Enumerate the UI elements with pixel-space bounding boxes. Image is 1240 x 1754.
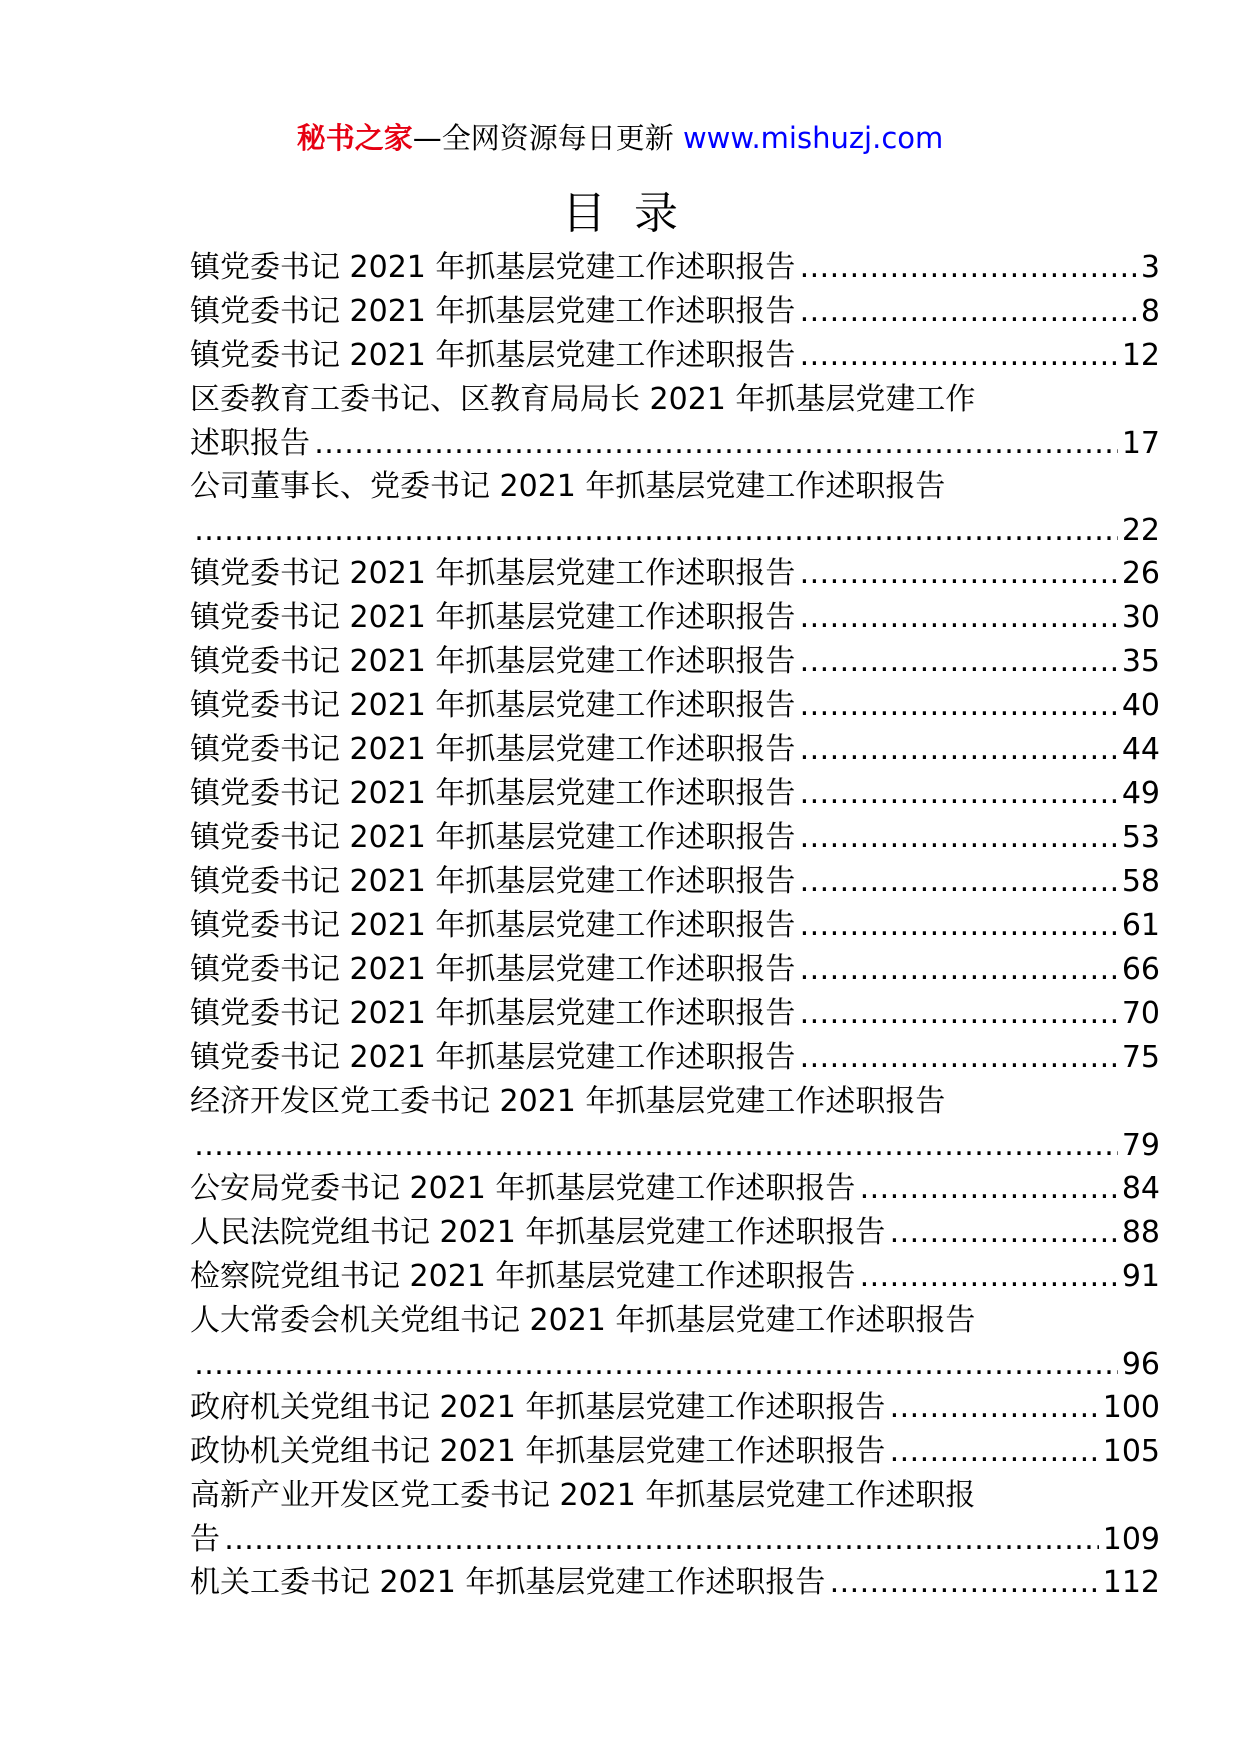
toc-entry-title: 经济开发区党工委书记 2021 年抓基层党建工作述职报告 — [190, 1084, 946, 1119]
toc-leader — [889, 1430, 1098, 1474]
toc-entry-page: 84 — [1121, 1171, 1160, 1206]
toc-entry-page: 109 — [1102, 1522, 1160, 1557]
toc-leader — [314, 422, 1118, 465]
toc-entry[interactable] — [190, 552, 1160, 596]
toc-entry-title: 镇党委书记 2021 年抓基层党建工作述职报告 — [190, 776, 796, 811]
toc-entry[interactable] — [190, 904, 1160, 948]
toc-entry[interactable] — [190, 728, 1160, 772]
toc-entry[interactable] — [190, 334, 1160, 378]
toc-entry-page: 66 — [1121, 952, 1160, 987]
toc-leader — [799, 860, 1117, 904]
toc-leader — [799, 772, 1117, 816]
toc-entry-page: 61 — [1121, 908, 1160, 943]
toc-entry-title: 公安局党委书记 2021 年抓基层党建工作述职报告 — [190, 1171, 856, 1206]
toc-entry-title-continued: 告 — [190, 1522, 220, 1557]
toc-leader — [859, 1255, 1117, 1299]
toc-entry[interactable] — [190, 1386, 1160, 1430]
table-of-contents — [190, 246, 1160, 1605]
toc-entry-page: 8 — [1140, 294, 1160, 329]
toc-entry[interactable] — [190, 465, 1160, 552]
toc-entry-title: 机关工委书记 2021 年抓基层党建工作述职报告 — [190, 1565, 826, 1600]
toc-entry-title: 镇党委书记 2021 年抓基层党建工作述职报告 — [190, 294, 796, 329]
toc-leader — [799, 992, 1117, 1036]
toc-entry-title: 镇党委书记 2021 年抓基层党建工作述职报告 — [190, 908, 796, 943]
toc-entry-page: 112 — [1102, 1565, 1160, 1600]
toc-entry[interactable] — [190, 1211, 1160, 1255]
toc-entry-title-continued: 述职报告 — [190, 426, 310, 461]
toc-entry-title: 区委教育工委书记、区教育局局长 2021 年抓基层党建工作 — [190, 382, 976, 417]
toc-entry-title: 人大常委会机关党组书记 2021 年抓基层党建工作述职报告 — [190, 1303, 976, 1338]
toc-entry-page: 91 — [1121, 1259, 1160, 1294]
toc-leader — [799, 640, 1117, 684]
toc-entry-page: 79 — [1121, 1128, 1160, 1163]
toc-entry[interactable] — [190, 1080, 1160, 1167]
toc-leader — [194, 509, 1118, 552]
toc-entry[interactable] — [190, 640, 1160, 684]
toc-leader — [799, 334, 1117, 378]
toc-entry-title: 镇党委书记 2021 年抓基层党建工作述职报告 — [190, 688, 796, 723]
toc-entry-page: 35 — [1121, 644, 1160, 679]
toc-entry-title: 公司董事长、党委书记 2021 年抓基层党建工作述职报告 — [190, 469, 946, 504]
toc-entry[interactable] — [190, 684, 1160, 728]
toc-entry-title: 政府机关党组书记 2021 年抓基层党建工作述职报告 — [190, 1390, 886, 1425]
toc-entry-title: 镇党委书记 2021 年抓基层党建工作述职报告 — [190, 864, 796, 899]
header-url[interactable]: www.mishuzj.com — [682, 121, 944, 155]
toc-entry-title: 镇党委书记 2021 年抓基层党建工作述职报告 — [190, 732, 796, 767]
toc-leader — [799, 246, 1136, 290]
toc-leader — [829, 1561, 1098, 1605]
toc-leader — [799, 816, 1117, 860]
header-tagline: —全网资源每日更新 — [412, 121, 683, 155]
toc-entry-page: 75 — [1121, 1040, 1160, 1075]
toc-entry[interactable] — [190, 1430, 1160, 1474]
toc-entry-page: 3 — [1140, 250, 1160, 285]
toc-entry-page: 30 — [1121, 600, 1160, 635]
toc-leader — [799, 684, 1117, 728]
toc-entry-title: 镇党委书记 2021 年抓基层党建工作述职报告 — [190, 250, 796, 285]
toc-leader — [799, 596, 1117, 640]
toc-entry[interactable] — [190, 1167, 1160, 1211]
toc-entry[interactable] — [190, 1255, 1160, 1299]
toc-leader — [799, 728, 1117, 772]
toc-entry[interactable] — [190, 1036, 1160, 1080]
toc-leader — [799, 1036, 1117, 1080]
toc-entry-page: 49 — [1121, 776, 1160, 811]
toc-entry-title: 人民法院党组书记 2021 年抓基层党建工作述职报告 — [190, 1215, 886, 1250]
toc-leader — [799, 948, 1117, 992]
toc-entry-title: 政协机关党组书记 2021 年抓基层党建工作述职报告 — [190, 1434, 886, 1469]
toc-entry-page: 40 — [1121, 688, 1160, 723]
toc-entry-title: 镇党委书记 2021 年抓基层党建工作述职报告 — [190, 996, 796, 1031]
toc-entry-title: 镇党委书记 2021 年抓基层党建工作述职报告 — [190, 952, 796, 987]
toc-entry-page: 88 — [1121, 1215, 1160, 1250]
toc-entry[interactable] — [190, 992, 1160, 1036]
toc-leader — [799, 904, 1117, 948]
toc-entry-title: 高新产业开发区党工委书记 2021 年抓基层党建工作述职报 — [190, 1478, 976, 1513]
page-header — [0, 118, 1240, 158]
toc-entry[interactable] — [190, 378, 1160, 465]
toc-entry-page: 22 — [1121, 513, 1160, 548]
toc-leader — [224, 1518, 1099, 1561]
toc-entry-page: 53 — [1121, 820, 1160, 855]
toc-entry[interactable] — [190, 1474, 1160, 1561]
toc-entry[interactable] — [190, 860, 1160, 904]
toc-entry[interactable] — [190, 1299, 1160, 1386]
toc-leader — [889, 1211, 1117, 1255]
toc-entry-title: 镇党委书记 2021 年抓基层党建工作述职报告 — [190, 556, 796, 591]
toc-entry[interactable] — [190, 1561, 1160, 1605]
toc-entry-page: 96 — [1121, 1347, 1160, 1382]
toc-entry-title: 检察院党组书记 2021 年抓基层党建工作述职报告 — [190, 1259, 856, 1294]
toc-entry[interactable] — [190, 290, 1160, 334]
toc-leader — [194, 1124, 1118, 1167]
toc-entry-page: 12 — [1121, 338, 1160, 373]
toc-entry-title: 镇党委书记 2021 年抓基层党建工作述职报告 — [190, 600, 796, 635]
toc-entry-page: 58 — [1121, 864, 1160, 899]
toc-entry[interactable] — [190, 772, 1160, 816]
toc-entry[interactable] — [190, 948, 1160, 992]
toc-entry[interactable] — [190, 816, 1160, 860]
toc-leader — [194, 1343, 1118, 1386]
toc-entry-title: 镇党委书记 2021 年抓基层党建工作述职报告 — [190, 820, 796, 855]
toc-entry-page: 100 — [1102, 1390, 1160, 1425]
toc-entry-page: 70 — [1121, 996, 1160, 1031]
toc-leader — [799, 290, 1136, 334]
toc-entry[interactable] — [190, 596, 1160, 640]
toc-entry-title: 镇党委书记 2021 年抓基层党建工作述职报告 — [190, 338, 796, 373]
toc-entry-title: 镇党委书记 2021 年抓基层党建工作述职报告 — [190, 1040, 796, 1075]
toc-leader — [889, 1386, 1098, 1430]
toc-title: 目录 — [562, 188, 706, 239]
toc-leader — [859, 1167, 1117, 1211]
toc-entry-title: 镇党委书记 2021 年抓基层党建工作述职报告 — [190, 644, 796, 679]
toc-entry-page: 44 — [1121, 732, 1160, 767]
toc-entry-page: 105 — [1102, 1434, 1160, 1469]
brand-name: 秘书之家 — [296, 121, 413, 155]
toc-entry-page: 26 — [1121, 556, 1160, 591]
toc-entry[interactable] — [190, 246, 1160, 290]
toc-leader — [799, 552, 1117, 596]
toc-entry-page: 17 — [1121, 426, 1160, 461]
